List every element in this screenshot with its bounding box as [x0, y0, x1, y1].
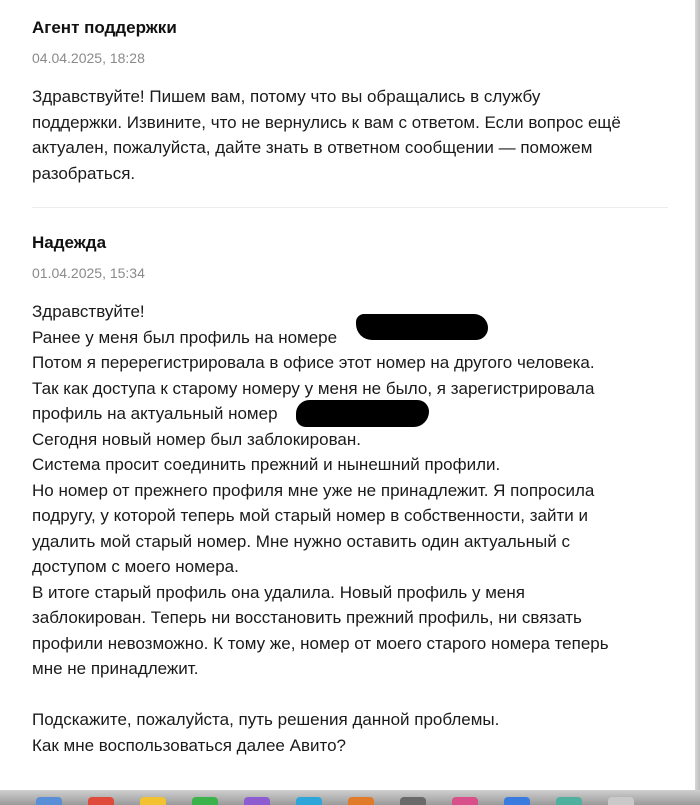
message-divider	[32, 207, 668, 208]
message-line: Сегодня новый номер был заблокирован.	[32, 429, 361, 449]
message-blank-line	[32, 682, 672, 708]
redacted-phone-number	[296, 400, 429, 427]
dock-app-icon[interactable]	[192, 797, 218, 805]
message-body	[32, 299, 672, 758]
message-line: удалить мой старый номер. Мне нужно оставить один актуальный с	[32, 531, 570, 551]
dock-app-icon[interactable]	[556, 797, 582, 805]
message-user	[32, 233, 672, 758]
message-line: мне не принадлежит.	[32, 659, 199, 678]
message-line: доступом с моего номера.	[32, 557, 239, 576]
message-line: Но номер от прежнего профиля мне уже не принадлежит. Я попросила	[32, 480, 595, 500]
message-line: подругу, у которой теперь мой старый номер в собственности, зайти и	[32, 506, 588, 525]
dock-app-icon[interactable]	[504, 797, 530, 805]
window-edge	[695, 0, 700, 790]
message-line: поддержки. Извините, что не вернулись к вам с ответом. Если вопрос ещё	[32, 112, 621, 132]
message-author: Надежда	[32, 233, 107, 252]
message-line: Система просит соединить прежний и нынешний профили.	[32, 455, 501, 474]
redacted-phone-number	[356, 314, 488, 340]
message-body	[32, 84, 672, 186]
message-line: Здравствуйте!	[32, 302, 145, 321]
dock-app-icon[interactable]	[140, 797, 166, 805]
message-line: Ранее у меня был профиль на номере	[32, 327, 338, 347]
dock-app-icon[interactable]	[348, 797, 374, 805]
dock-app-icon[interactable]	[608, 797, 634, 805]
message-line: Здравствуйте! Пишем вам, потому что вы обращались в службу	[32, 87, 541, 106]
dock-app-icon[interactable]	[88, 797, 114, 805]
dock-app-icon[interactable]	[452, 797, 478, 805]
message-line: Так как доступа к старому номеру у меня не было, я зарегистрировала	[32, 378, 595, 398]
dock-app-icon[interactable]	[244, 797, 270, 805]
message-line: Как мне воспользоваться далее Авито?	[32, 735, 346, 755]
dock-app-icon[interactable]	[400, 797, 426, 805]
message-line: В итоге старый профиль она удалила. Новый профиль у меня	[32, 582, 525, 602]
dock-app-icon[interactable]	[36, 797, 62, 805]
message-line: разобраться.	[32, 163, 136, 183]
message-date: 04.04.2025, 18:28	[32, 50, 145, 66]
message-line: профиль на актуальный номер	[32, 404, 278, 423]
message-line: актуален, пожалуйста, дайте знать в ответном сообщении — поможем	[32, 138, 593, 157]
dock-bar	[0, 790, 700, 805]
message-line: профили невозможно. К тому же, номер от моего старого номера теперь	[32, 633, 609, 653]
message-author: Агент поддержки	[32, 18, 177, 37]
message-line: Потом я перерегистрировала в офисе этот номер на другого человека.	[32, 353, 595, 372]
message-line: заблокирован. Теперь ни восстановить прежний профиль, ни связать	[32, 608, 582, 627]
message-date: 01.04.2025, 15:34	[32, 265, 145, 281]
message-support-agent	[32, 18, 672, 186]
message-line: Подскажите, пожалуйста, путь решения данной проблемы.	[32, 710, 500, 729]
dock-app-icon[interactable]	[296, 797, 322, 805]
